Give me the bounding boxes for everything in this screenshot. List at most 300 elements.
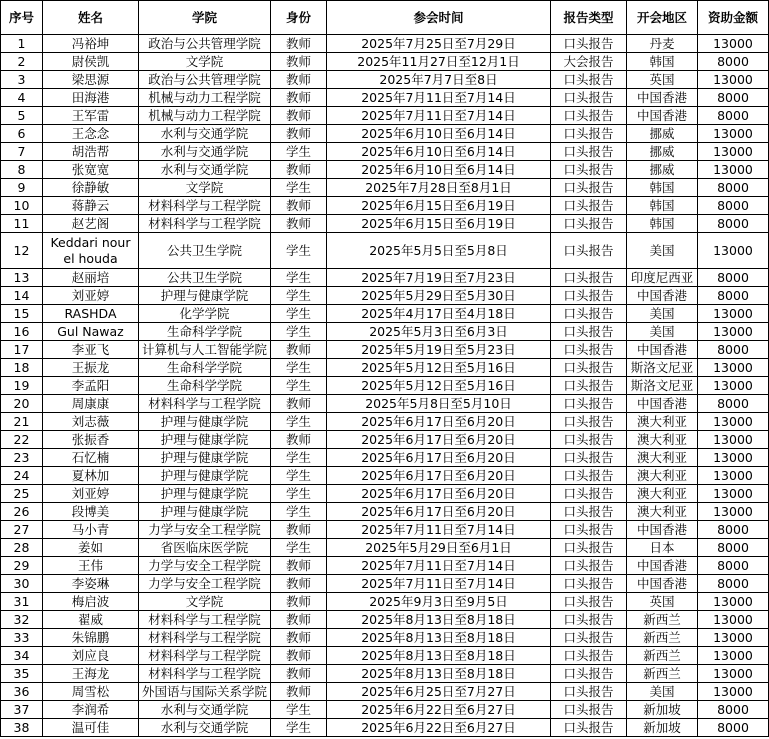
cell-amount: 8000 bbox=[698, 395, 769, 413]
cell-time: 2025年5月12日至5月16日 bbox=[327, 377, 551, 395]
cell-time: 2025年4月17日至4月18日 bbox=[327, 305, 551, 323]
table-row bbox=[1, 395, 769, 413]
cell-name: 刘志薇 bbox=[43, 413, 139, 431]
cell-name: 王海龙 bbox=[43, 665, 139, 683]
cell-time: 2025年5月3日至6月3日 bbox=[327, 323, 551, 341]
cell-index: 17 bbox=[1, 341, 43, 359]
cell-college: 水利与交通学院 bbox=[139, 125, 271, 143]
cell-report-type: 口头报告 bbox=[551, 161, 627, 179]
cell-region: 美国 bbox=[627, 683, 698, 701]
cell-time: 2025年5月29日至5月30日 bbox=[327, 287, 551, 305]
cell-index: 37 bbox=[1, 701, 43, 719]
cell-name: 赵丽培 bbox=[43, 269, 139, 287]
cell-identity: 教师 bbox=[271, 71, 327, 89]
table-row bbox=[1, 593, 769, 611]
cell-identity: 教师 bbox=[271, 593, 327, 611]
cell-index: 31 bbox=[1, 593, 43, 611]
cell-report-type: 口头报告 bbox=[551, 521, 627, 539]
cell-college: 护理与健康学院 bbox=[139, 287, 271, 305]
table-row bbox=[1, 449, 769, 467]
cell-time: 2025年7月11日至7月14日 bbox=[327, 557, 551, 575]
cell-report-type: 口头报告 bbox=[551, 719, 627, 737]
table-row bbox=[1, 323, 769, 341]
cell-name: 李亚飞 bbox=[43, 341, 139, 359]
cell-report-type: 口头报告 bbox=[551, 107, 627, 125]
cell-college: 护理与健康学院 bbox=[139, 503, 271, 521]
cell-time: 2025年6月17日至6月20日 bbox=[327, 467, 551, 485]
cell-region: 中国香港 bbox=[627, 575, 698, 593]
cell-identity: 教师 bbox=[271, 521, 327, 539]
cell-identity: 教师 bbox=[271, 575, 327, 593]
cell-name: 梁思源 bbox=[43, 71, 139, 89]
cell-time: 2025年7月11日至7月14日 bbox=[327, 575, 551, 593]
cell-index: 12 bbox=[1, 233, 43, 269]
cell-report-type: 口头报告 bbox=[551, 359, 627, 377]
table-row bbox=[1, 575, 769, 593]
cell-name: 周康康 bbox=[43, 395, 139, 413]
cell-index: 4 bbox=[1, 89, 43, 107]
cell-index: 23 bbox=[1, 449, 43, 467]
cell-region: 中国香港 bbox=[627, 341, 698, 359]
cell-college: 护理与健康学院 bbox=[139, 485, 271, 503]
cell-index: 29 bbox=[1, 557, 43, 575]
cell-amount: 13000 bbox=[698, 629, 769, 647]
cell-amount: 13000 bbox=[698, 305, 769, 323]
cell-report-type: 口头报告 bbox=[551, 125, 627, 143]
cell-region: 中国香港 bbox=[627, 557, 698, 575]
cell-index: 2 bbox=[1, 53, 43, 71]
cell-report-type: 口头报告 bbox=[551, 197, 627, 215]
cell-time: 2025年9月3日至9月5日 bbox=[327, 593, 551, 611]
cell-index: 13 bbox=[1, 269, 43, 287]
cell-region: 韩国 bbox=[627, 53, 698, 71]
header-index: 序号 bbox=[1, 1, 43, 35]
cell-index: 7 bbox=[1, 143, 43, 161]
cell-college: 政治与公共管理学院 bbox=[139, 35, 271, 53]
cell-index: 19 bbox=[1, 377, 43, 395]
cell-region: 英国 bbox=[627, 71, 698, 89]
cell-name: 李姿琳 bbox=[43, 575, 139, 593]
cell-amount: 8000 bbox=[698, 179, 769, 197]
cell-college: 机械与动力工程学院 bbox=[139, 89, 271, 107]
cell-index: 15 bbox=[1, 305, 43, 323]
cell-time: 2025年6月17日至6月20日 bbox=[327, 413, 551, 431]
cell-identity: 学生 bbox=[271, 449, 327, 467]
cell-report-type: 口头报告 bbox=[551, 395, 627, 413]
cell-time: 2025年5月8日至5月10日 bbox=[327, 395, 551, 413]
cell-time: 2025年6月25日至7月27日 bbox=[327, 683, 551, 701]
table-row bbox=[1, 161, 769, 179]
cell-amount: 8000 bbox=[698, 539, 769, 557]
cell-region: 美国 bbox=[627, 233, 698, 269]
cell-amount: 8000 bbox=[698, 341, 769, 359]
header-college: 学院 bbox=[139, 1, 271, 35]
cell-time: 2025年7月11日至7月14日 bbox=[327, 89, 551, 107]
cell-time: 2025年8月13日至8月18日 bbox=[327, 647, 551, 665]
cell-name: Gul Nawaz bbox=[43, 323, 139, 341]
cell-identity: 学生 bbox=[271, 503, 327, 521]
cell-report-type: 口头报告 bbox=[551, 233, 627, 269]
cell-name: 翟威 bbox=[43, 611, 139, 629]
cell-amount: 8000 bbox=[698, 521, 769, 539]
cell-college: 文学院 bbox=[139, 179, 271, 197]
cell-region: 斯洛文尼亚 bbox=[627, 377, 698, 395]
cell-amount: 13000 bbox=[698, 233, 769, 269]
cell-region: 印度尼西亚 bbox=[627, 269, 698, 287]
table-row bbox=[1, 287, 769, 305]
cell-identity: 教师 bbox=[271, 557, 327, 575]
cell-region: 韩国 bbox=[627, 215, 698, 233]
cell-identity: 教师 bbox=[271, 647, 327, 665]
cell-name: 刘亚婷 bbox=[43, 287, 139, 305]
cell-amount: 13000 bbox=[698, 449, 769, 467]
header-amount: 资助金额 bbox=[698, 1, 769, 35]
cell-name: 王念念 bbox=[43, 125, 139, 143]
cell-report-type: 口头报告 bbox=[551, 593, 627, 611]
cell-name: 夏林加 bbox=[43, 467, 139, 485]
cell-name: 梅启波 bbox=[43, 593, 139, 611]
cell-college: 材料科学与工程学院 bbox=[139, 629, 271, 647]
cell-name: 周雪松 bbox=[43, 683, 139, 701]
cell-amount: 13000 bbox=[698, 647, 769, 665]
cell-amount: 8000 bbox=[698, 719, 769, 737]
cell-time: 2025年8月13日至8月18日 bbox=[327, 629, 551, 647]
table-row bbox=[1, 467, 769, 485]
cell-report-type: 口头报告 bbox=[551, 377, 627, 395]
cell-index: 3 bbox=[1, 71, 43, 89]
cell-identity: 教师 bbox=[271, 107, 327, 125]
cell-college: 护理与健康学院 bbox=[139, 431, 271, 449]
table-row bbox=[1, 557, 769, 575]
cell-time: 2025年6月10日至6月14日 bbox=[327, 125, 551, 143]
cell-region: 美国 bbox=[627, 305, 698, 323]
cell-region: 澳大利亚 bbox=[627, 485, 698, 503]
cell-identity: 教师 bbox=[271, 629, 327, 647]
cell-index: 26 bbox=[1, 503, 43, 521]
cell-time: 2025年8月13日至8月18日 bbox=[327, 665, 551, 683]
cell-identity: 学生 bbox=[271, 701, 327, 719]
cell-amount: 13000 bbox=[698, 683, 769, 701]
cell-amount: 8000 bbox=[698, 197, 769, 215]
cell-report-type: 口头报告 bbox=[551, 143, 627, 161]
table-row bbox=[1, 215, 769, 233]
cell-report-type: 口头报告 bbox=[551, 575, 627, 593]
cell-college: 材料科学与工程学院 bbox=[139, 197, 271, 215]
cell-college: 力学与安全工程学院 bbox=[139, 521, 271, 539]
table-row bbox=[1, 197, 769, 215]
cell-name: 张宽宽 bbox=[43, 161, 139, 179]
cell-report-type: 口头报告 bbox=[551, 539, 627, 557]
cell-amount: 13000 bbox=[698, 593, 769, 611]
cell-time: 2025年5月5日至5月8日 bbox=[327, 233, 551, 269]
cell-index: 25 bbox=[1, 485, 43, 503]
cell-identity: 教师 bbox=[271, 341, 327, 359]
cell-region: 挪威 bbox=[627, 161, 698, 179]
cell-report-type: 口头报告 bbox=[551, 413, 627, 431]
cell-identity: 学生 bbox=[271, 179, 327, 197]
cell-identity: 学生 bbox=[271, 719, 327, 737]
header-name: 姓名 bbox=[43, 1, 139, 35]
cell-report-type: 口头报告 bbox=[551, 71, 627, 89]
cell-amount: 13000 bbox=[698, 485, 769, 503]
table-row bbox=[1, 701, 769, 719]
cell-identity: 教师 bbox=[271, 431, 327, 449]
cell-college: 水利与交通学院 bbox=[139, 719, 271, 737]
cell-index: 16 bbox=[1, 323, 43, 341]
cell-region: 挪威 bbox=[627, 125, 698, 143]
cell-time: 2025年6月15日至6月19日 bbox=[327, 215, 551, 233]
cell-identity: 教师 bbox=[271, 611, 327, 629]
cell-identity: 学生 bbox=[271, 359, 327, 377]
cell-region: 中国香港 bbox=[627, 395, 698, 413]
cell-time: 2025年7月28日至8月1日 bbox=[327, 179, 551, 197]
cell-name: 张振香 bbox=[43, 431, 139, 449]
table-row bbox=[1, 647, 769, 665]
cell-time: 2025年8月13日至8月18日 bbox=[327, 611, 551, 629]
header-identity: 身份 bbox=[271, 1, 327, 35]
cell-report-type: 口头报告 bbox=[551, 179, 627, 197]
cell-region: 新西兰 bbox=[627, 629, 698, 647]
cell-amount: 13000 bbox=[698, 143, 769, 161]
cell-index: 18 bbox=[1, 359, 43, 377]
table-body bbox=[1, 35, 769, 737]
cell-name: RASHDA bbox=[43, 305, 139, 323]
table-row bbox=[1, 503, 769, 521]
cell-identity: 教师 bbox=[271, 197, 327, 215]
cell-amount: 13000 bbox=[698, 503, 769, 521]
table-row bbox=[1, 233, 769, 269]
table-row bbox=[1, 107, 769, 125]
cell-amount: 8000 bbox=[698, 575, 769, 593]
cell-amount: 13000 bbox=[698, 431, 769, 449]
cell-name: 温可佳 bbox=[43, 719, 139, 737]
cell-report-type: 口头报告 bbox=[551, 647, 627, 665]
cell-college: 力学与安全工程学院 bbox=[139, 557, 271, 575]
cell-amount: 13000 bbox=[698, 377, 769, 395]
cell-college: 计算机与人工智能学院 bbox=[139, 341, 271, 359]
cell-time: 2025年5月29日至6月1日 bbox=[327, 539, 551, 557]
cell-identity: 教师 bbox=[271, 35, 327, 53]
cell-report-type: 口头报告 bbox=[551, 287, 627, 305]
cell-time: 2025年7月19日至7月23日 bbox=[327, 269, 551, 287]
cell-time: 2025年6月17日至6月20日 bbox=[327, 431, 551, 449]
cell-identity: 学生 bbox=[271, 323, 327, 341]
table-row bbox=[1, 719, 769, 737]
cell-region: 澳大利亚 bbox=[627, 449, 698, 467]
cell-identity: 教师 bbox=[271, 125, 327, 143]
cell-report-type: 口头报告 bbox=[551, 611, 627, 629]
cell-report-type: 口头报告 bbox=[551, 35, 627, 53]
cell-identity: 学生 bbox=[271, 485, 327, 503]
cell-time: 2025年6月17日至6月20日 bbox=[327, 503, 551, 521]
cell-report-type: 口头报告 bbox=[551, 683, 627, 701]
cell-amount: 8000 bbox=[698, 269, 769, 287]
cell-amount: 8000 bbox=[698, 89, 769, 107]
cell-report-type: 大会报告 bbox=[551, 53, 627, 71]
cell-college: 化学学院 bbox=[139, 305, 271, 323]
cell-college: 护理与健康学院 bbox=[139, 449, 271, 467]
cell-name: 段博美 bbox=[43, 503, 139, 521]
cell-report-type: 口头报告 bbox=[551, 431, 627, 449]
cell-index: 5 bbox=[1, 107, 43, 125]
cell-index: 27 bbox=[1, 521, 43, 539]
cell-name: 马小青 bbox=[43, 521, 139, 539]
cell-time: 2025年6月15日至6月19日 bbox=[327, 197, 551, 215]
cell-index: 14 bbox=[1, 287, 43, 305]
header-report-type: 报告类型 bbox=[551, 1, 627, 35]
header-row bbox=[1, 1, 769, 35]
cell-region: 新西兰 bbox=[627, 611, 698, 629]
cell-time: 2025年11月27日至12月1日 bbox=[327, 53, 551, 71]
table-row bbox=[1, 125, 769, 143]
cell-time: 2025年6月10日至6月14日 bbox=[327, 161, 551, 179]
cell-region: 澳大利亚 bbox=[627, 413, 698, 431]
cell-region: 澳大利亚 bbox=[627, 431, 698, 449]
cell-amount: 13000 bbox=[698, 125, 769, 143]
cell-college: 文学院 bbox=[139, 53, 271, 71]
cell-report-type: 口头报告 bbox=[551, 629, 627, 647]
cell-region: 丹麦 bbox=[627, 35, 698, 53]
cell-region: 中国香港 bbox=[627, 89, 698, 107]
cell-index: 33 bbox=[1, 629, 43, 647]
cell-amount: 8000 bbox=[698, 701, 769, 719]
cell-index: 38 bbox=[1, 719, 43, 737]
cell-name: 田海港 bbox=[43, 89, 139, 107]
cell-amount: 13000 bbox=[698, 467, 769, 485]
cell-identity: 学生 bbox=[271, 269, 327, 287]
cell-name: 李孟阳 bbox=[43, 377, 139, 395]
cell-region: 新加坡 bbox=[627, 719, 698, 737]
cell-time: 2025年7月11日至7月14日 bbox=[327, 521, 551, 539]
cell-region: 澳大利亚 bbox=[627, 503, 698, 521]
cell-college: 材料科学与工程学院 bbox=[139, 665, 271, 683]
cell-time: 2025年5月19日至5月23日 bbox=[327, 341, 551, 359]
cell-amount: 13000 bbox=[698, 323, 769, 341]
cell-time: 2025年6月10日至6月14日 bbox=[327, 143, 551, 161]
cell-report-type: 口头报告 bbox=[551, 701, 627, 719]
cell-amount: 8000 bbox=[698, 287, 769, 305]
cell-region: 新加坡 bbox=[627, 701, 698, 719]
cell-time: 2025年6月17日至6月20日 bbox=[327, 449, 551, 467]
table-row bbox=[1, 683, 769, 701]
cell-index: 8 bbox=[1, 161, 43, 179]
cell-time: 2025年6月22日至6月27日 bbox=[327, 719, 551, 737]
cell-index: 21 bbox=[1, 413, 43, 431]
cell-college: 生命科学学院 bbox=[139, 323, 271, 341]
table-row bbox=[1, 665, 769, 683]
cell-identity: 教师 bbox=[271, 215, 327, 233]
cell-region: 日本 bbox=[627, 539, 698, 557]
cell-name: 冯裕坤 bbox=[43, 35, 139, 53]
cell-college: 护理与健康学院 bbox=[139, 467, 271, 485]
cell-region: 英国 bbox=[627, 593, 698, 611]
table-row bbox=[1, 89, 769, 107]
table-row bbox=[1, 269, 769, 287]
cell-college: 公共卫生学院 bbox=[139, 269, 271, 287]
cell-report-type: 口头报告 bbox=[551, 89, 627, 107]
cell-index: 30 bbox=[1, 575, 43, 593]
table-row bbox=[1, 71, 769, 89]
cell-name: Keddari nour el houda bbox=[43, 233, 139, 269]
cell-index: 20 bbox=[1, 395, 43, 413]
cell-name: 蒋静云 bbox=[43, 197, 139, 215]
cell-college: 政治与公共管理学院 bbox=[139, 71, 271, 89]
cell-name: 石忆楠 bbox=[43, 449, 139, 467]
cell-identity: 学生 bbox=[271, 233, 327, 269]
cell-amount: 13000 bbox=[698, 413, 769, 431]
cell-report-type: 口头报告 bbox=[551, 503, 627, 521]
cell-index: 35 bbox=[1, 665, 43, 683]
cell-amount: 13000 bbox=[698, 359, 769, 377]
header-region: 开会地区 bbox=[627, 1, 698, 35]
cell-college: 机械与动力工程学院 bbox=[139, 107, 271, 125]
cell-amount: 13000 bbox=[698, 665, 769, 683]
cell-report-type: 口头报告 bbox=[551, 557, 627, 575]
cell-name: 王军雷 bbox=[43, 107, 139, 125]
table-row bbox=[1, 35, 769, 53]
cell-identity: 学生 bbox=[271, 467, 327, 485]
table-row bbox=[1, 143, 769, 161]
cell-time: 2025年7月25日至7月29日 bbox=[327, 35, 551, 53]
cell-region: 挪威 bbox=[627, 143, 698, 161]
cell-college: 水利与交通学院 bbox=[139, 701, 271, 719]
cell-region: 韩国 bbox=[627, 179, 698, 197]
cell-index: 24 bbox=[1, 467, 43, 485]
cell-identity: 学生 bbox=[271, 143, 327, 161]
cell-index: 36 bbox=[1, 683, 43, 701]
cell-name: 胡浩帮 bbox=[43, 143, 139, 161]
cell-college: 材料科学与工程学院 bbox=[139, 647, 271, 665]
cell-name: 王伟 bbox=[43, 557, 139, 575]
cell-identity: 学生 bbox=[271, 305, 327, 323]
cell-college: 生命科学学院 bbox=[139, 359, 271, 377]
cell-report-type: 口头报告 bbox=[551, 269, 627, 287]
cell-college: 文学院 bbox=[139, 593, 271, 611]
cell-identity: 教师 bbox=[271, 665, 327, 683]
cell-college: 外国语与国际关系学院 bbox=[139, 683, 271, 701]
cell-index: 11 bbox=[1, 215, 43, 233]
cell-amount: 13000 bbox=[698, 161, 769, 179]
cell-index: 28 bbox=[1, 539, 43, 557]
table-row bbox=[1, 611, 769, 629]
cell-index: 32 bbox=[1, 611, 43, 629]
cell-identity: 教师 bbox=[271, 89, 327, 107]
cell-name: 徐静敏 bbox=[43, 179, 139, 197]
cell-region: 斯洛文尼亚 bbox=[627, 359, 698, 377]
cell-college: 水利与交通学院 bbox=[139, 161, 271, 179]
header-time: 参会时间 bbox=[327, 1, 551, 35]
table-row bbox=[1, 539, 769, 557]
cell-college: 材料科学与工程学院 bbox=[139, 215, 271, 233]
cell-report-type: 口头报告 bbox=[551, 323, 627, 341]
cell-region: 韩国 bbox=[627, 197, 698, 215]
cell-report-type: 口头报告 bbox=[551, 305, 627, 323]
cell-report-type: 口头报告 bbox=[551, 341, 627, 359]
cell-name: 赵艺阁 bbox=[43, 215, 139, 233]
cell-index: 34 bbox=[1, 647, 43, 665]
cell-report-type: 口头报告 bbox=[551, 665, 627, 683]
cell-name: 刘应良 bbox=[43, 647, 139, 665]
cell-college: 生命科学学院 bbox=[139, 377, 271, 395]
cell-amount: 8000 bbox=[698, 215, 769, 233]
cell-time: 2025年6月17日至6月20日 bbox=[327, 485, 551, 503]
table-row bbox=[1, 341, 769, 359]
cell-region: 中国香港 bbox=[627, 107, 698, 125]
cell-index: 9 bbox=[1, 179, 43, 197]
cell-report-type: 口头报告 bbox=[551, 467, 627, 485]
cell-amount: 8000 bbox=[698, 107, 769, 125]
table-row bbox=[1, 485, 769, 503]
